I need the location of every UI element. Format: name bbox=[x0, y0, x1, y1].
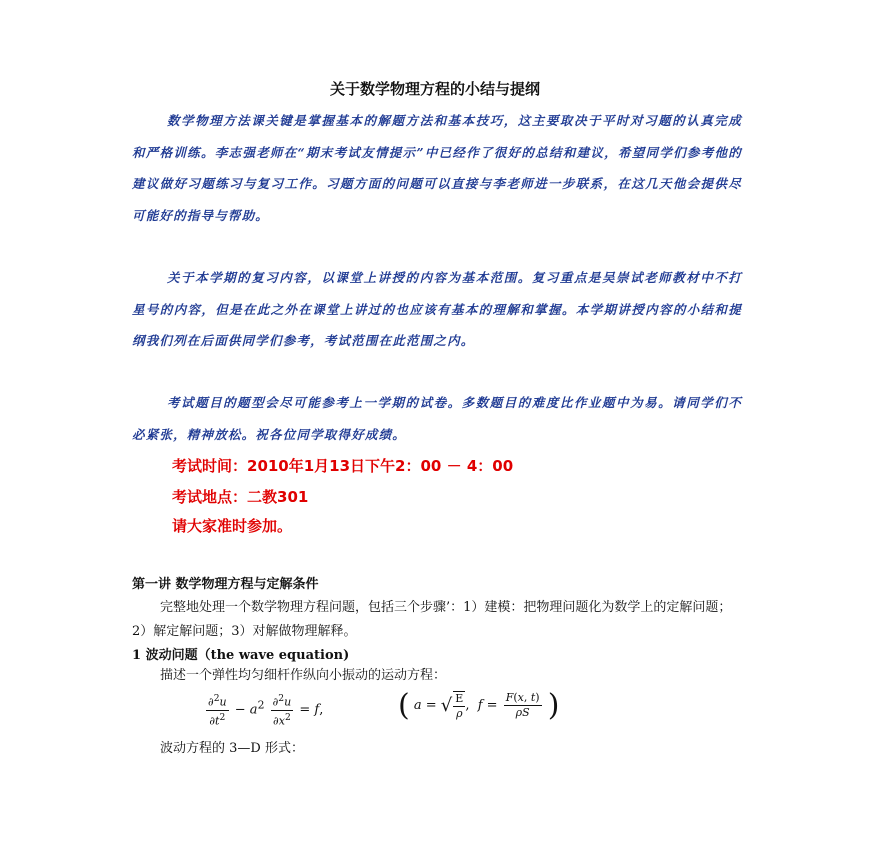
lecture-intro-text: 完整地处理一个数学物理方程问题，包括三个步骤’：1）建模：把物理问题化为数学上的定解问题；2）解定解问题；3）对解做物理解释。 bbox=[132, 600, 732, 639]
exam-note: 请大家准时参加。 bbox=[172, 517, 293, 535]
section-heading-wave: 1 波动问题（the wave equation) bbox=[132, 648, 350, 663]
exam-place: 考试地点：二教301 bbox=[172, 488, 309, 506]
intro-paragraph-2 bbox=[132, 262, 742, 357]
intro-text-2: 关于本学期的复习内容，以课堂上讲授的内容为基本范围。复习重点是吴崇试老师教材中不打星号的内容，但是在此之外在课堂上讲过的也应该有基本的理解和掌握。本学期讲授内容的小结和提纲我们列在后面供同学们参考，考试范围在此范围之内。 bbox=[132, 270, 742, 348]
intro-text-3: 考试题目的题型会尽可能参考上一学期的试卷。多数题目的难度比作业题中为易。请同学们不必紧张，精神放松。祝各位同学取得好成绩。 bbox=[132, 395, 742, 442]
intro-text-1: 数学物理方法课关键是掌握基本的解题方法和基本技巧，这主要取决于平时对习题的认真完成和严格训练。李志强老师在“期末考试友情提示”中已经作了很好的总结和建议，希望同学们参考他的建议做好习题练习与复习工作。习题方面的问题可以直接与李老师进一步联系，在这几天他会提供尽可能好的指导与帮助。 bbox=[132, 113, 742, 223]
wave-description: 描述一个弹性均匀细杆作纵向小振动的运动方程： bbox=[160, 668, 447, 683]
wave-equation-formula: $\frac{\partial^2u}{\partial t^2}$ − $a^2$ $\frac{\partial^2u}{\partial x^2}$ = f, bbox=[208, 693, 324, 728]
intro-paragraph-1 bbox=[132, 105, 742, 231]
wave-3d-label: 波动方程的 3—D 形式： bbox=[160, 741, 304, 756]
wave-parameters-formula: ( a = √ $\frac{E}{\rho}$ , f = $\frac{F(x, t)}{\rho S}$ ) bbox=[398, 688, 560, 723]
document-title: 关于数学物理方程的小结与提纲 bbox=[329, 80, 540, 98]
intro-paragraph-3 bbox=[132, 387, 742, 450]
lecture-heading: 第一讲 数学物理方程与定解条件 bbox=[132, 577, 319, 592]
exam-time: 考试时间：2010年1月13日下午2：00 － 4：00 bbox=[172, 457, 514, 475]
